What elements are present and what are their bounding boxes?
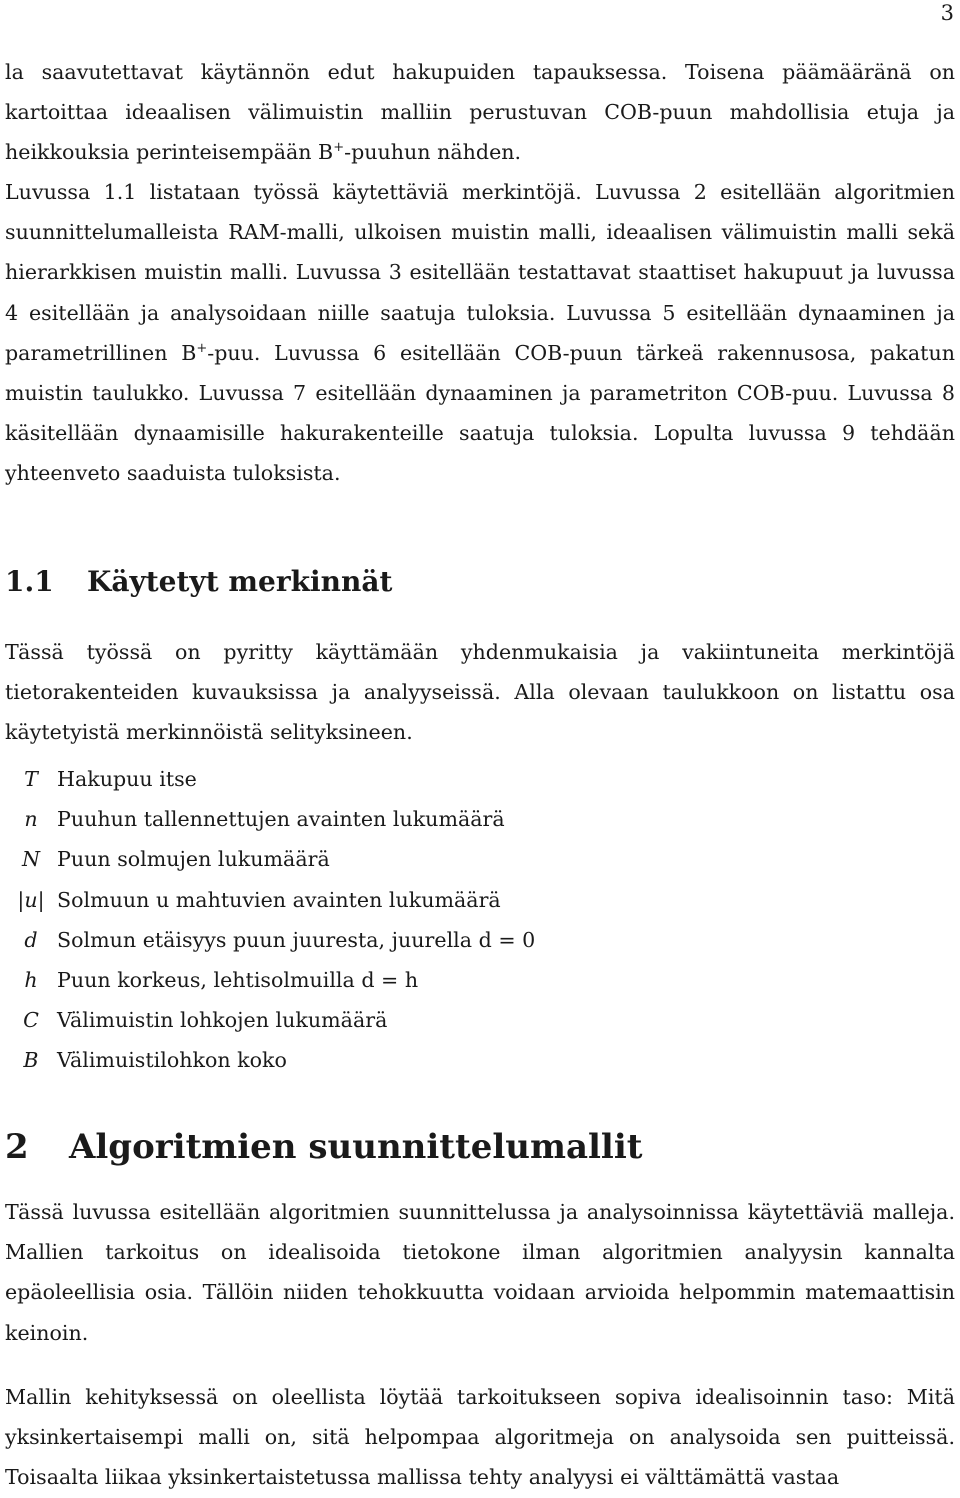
notation-row <box>5 799 535 839</box>
page-number: 3 <box>940 1 954 25</box>
intro-p2-text-a: Luvussa 1.1 listataan työssä käytettäviä merkintöjä. Luvussa 2 esitellään algoritmien suunnittelumalleista RAM-malli, ulkoisen muistin malli, ideaalisen välimuistin malli sekä hierarkkisen muistin malli. Luvussa 3 esitellään testattavat staattiset hakupuut ja luvussa 4 esitellään ja analysoidaan niille saatuja tuloksia. Luvussa 5 esitellään dynaaminen ja parametrillinen B <box>5 180 955 365</box>
notation-table <box>5 759 535 1081</box>
section-1-1-paragraph: Tässä työssä on pyritty käyttämään yhdenmukaisia ja vakiintuneita merkintöjä tietorakenteiden kuvauksissa ja analyyseissä. Alla olevaan taulukkoon on listattu osa käytetyistä merkinnöistä selityksineen. <box>5 640 955 745</box>
notation-description: Välimuistin lohkojen lukumäärä <box>57 1008 388 1033</box>
section-2-number: 2 <box>5 1127 29 1167</box>
intro-paragraph-1 <box>5 52 955 173</box>
notation-symbol: |u| <box>17 887 45 912</box>
notation-row <box>5 759 535 799</box>
notation-description: Välimuistilohkon koko <box>57 1048 287 1073</box>
section-2-paragraph-2 <box>5 1377 955 1498</box>
intro-p1-sup: + <box>333 140 345 156</box>
intro-p1-text-b: -puuhun nähden. <box>344 140 522 165</box>
notation-description: Solmun etäisyys puun juuresta, juurella d = 0 <box>57 927 536 952</box>
intro-p2-text-b: -puu. Luvussa 6 esitellään COB-puun tärkeä rakennusosa, pakatun muistin taulukko. Luvussa 7 esitellään dynaaminen ja parametriton COB-puu. Luvussa 8 käsitellään dynaamisille hakurakenteille saatuja tuloksia. Lopulta luvussa 9 tehdään yhteenveto saaduista tuloksista. <box>5 340 955 486</box>
intro-p1-text-a: la saavutettavat käytännön edut hakupuiden tapauksessa. Toisena päämääränä on kartoittaa ideaalisen välimuistin malliin perustuvan COB-puun mahdollisia etuja ja heikkouksia perinteisempään B <box>5 60 955 165</box>
notation-description: Puuhun tallennettujen avainten lukumäärä <box>57 807 505 832</box>
notation-row <box>5 960 535 1000</box>
notation-symbol: n <box>24 807 38 832</box>
notation-description: Puun solmujen lukumäärä <box>57 847 330 872</box>
notation-row <box>5 839 535 879</box>
notation-symbol: T <box>24 767 38 792</box>
section-2-p2-text: Mallin kehityksessä on oleellista löytää tarkoitukseen sopiva idealisoinnin taso: Mitä yksinkertaisempi malli on, sitä helpompaa algoritmeja on analysoida sen puitteissä. Toisaalta liikaa yksinkertaistetussa mallissa tehty analyysi ei välttämättä vastaa <box>5 1385 955 1490</box>
notation-symbol: d <box>24 927 38 952</box>
notation-row <box>5 1000 535 1040</box>
section-1-1-heading <box>5 562 392 602</box>
section-1-1-body <box>5 632 955 753</box>
notation-description: Hakupuu itse <box>57 767 197 792</box>
section-1-1-number: 1.1 <box>5 565 54 598</box>
notation-symbol: C <box>23 1008 39 1033</box>
section-1-1-title: Käytetyt merkinnät <box>87 565 393 598</box>
notation-description: Puun korkeus, lehtisolmuilla d = h <box>57 968 419 993</box>
notation-description: Solmuun u mahtuvien avainten lukumäärä <box>57 887 501 912</box>
notation-row <box>5 920 535 960</box>
intro-paragraph-2 <box>5 172 955 494</box>
section-2-paragraph-1 <box>5 1192 955 1353</box>
notation-symbol: h <box>24 968 38 993</box>
notation-row <box>5 1040 535 1080</box>
section-2-heading <box>5 1127 642 1167</box>
notation-row <box>5 880 535 920</box>
notation-symbol: B <box>23 1048 39 1073</box>
notation-symbol: N <box>21 847 41 872</box>
section-2-p1-text: Tässä luvussa esitellään algoritmien suunnittelussa ja analysoinnissa käytettäviä malleja. Mallien tarkoitus on idealisoida tietokone ilman algoritmien analyysin kannalta epäoleellisia osia. Tällöin niiden tehokkuutta voidaan arvioida helpommin matemaattisin keinoin. <box>5 1200 955 1345</box>
section-2-title: Algoritmien suunnittelumallit <box>69 1127 643 1167</box>
intro-p2-sup: + <box>196 340 208 356</box>
